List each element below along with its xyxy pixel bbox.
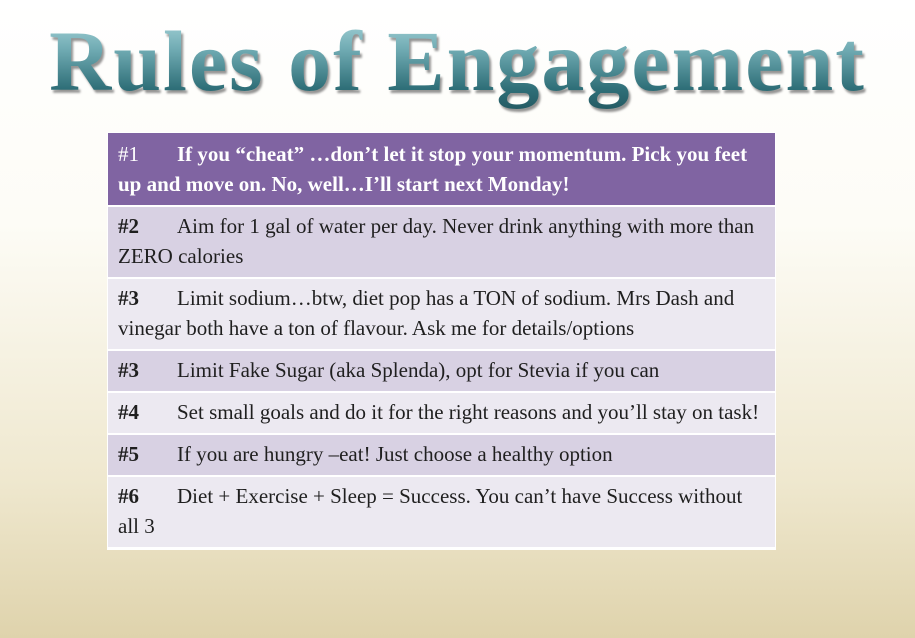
rule-number: #3 xyxy=(118,358,139,382)
rule-text: Diet + Exercise + Sleep = Success. You can’t have Success without all 3 xyxy=(118,484,743,538)
rule-number: #2 xyxy=(118,214,139,238)
rule-text: If you “cheat” …don’t let it stop your momentum. Pick you feet up and move on. No, well…I’ll start next Monday! xyxy=(118,142,748,196)
rule-text: Limit Fake Sugar (aka Splenda), opt for Stevia if you can xyxy=(177,358,660,382)
rule-text: Set small goals and do it for the right reasons and you’ll stay on task! xyxy=(177,400,760,424)
rule-number: #3 xyxy=(118,286,139,310)
rule-text: Aim for 1 gal of water per day. Never drink anything with more than ZERO calories xyxy=(118,214,755,268)
rule-row-3 xyxy=(108,278,775,350)
rule-row-4 xyxy=(108,350,775,392)
rule-cell xyxy=(108,434,775,476)
rule-cell xyxy=(108,350,775,392)
rule-cell xyxy=(108,476,775,548)
rule-cell xyxy=(108,206,775,278)
rule-cell xyxy=(108,133,775,206)
rule-text: Limit sodium…btw, diet pop has a TON of sodium. Mrs Dash and vinegar both have a ton of flavour. Ask me for details/options xyxy=(118,286,735,340)
rule-number: #1 xyxy=(118,142,139,166)
rule-row-5 xyxy=(108,392,775,434)
rule-number: #4 xyxy=(118,400,139,424)
rule-number: #5 xyxy=(118,442,139,466)
rule-cell xyxy=(108,278,775,350)
rule-cell xyxy=(108,392,775,434)
rule-row-6 xyxy=(108,434,775,476)
slide-title: Rules of Engagement xyxy=(0,6,915,116)
rules-table xyxy=(108,133,775,549)
rule-number: #6 xyxy=(118,484,139,508)
rule-row-7 xyxy=(108,476,775,548)
rule-row-1 xyxy=(108,133,775,206)
rule-row-2 xyxy=(108,206,775,278)
rule-text: If you are hungry –eat! Just choose a healthy option xyxy=(177,442,613,466)
